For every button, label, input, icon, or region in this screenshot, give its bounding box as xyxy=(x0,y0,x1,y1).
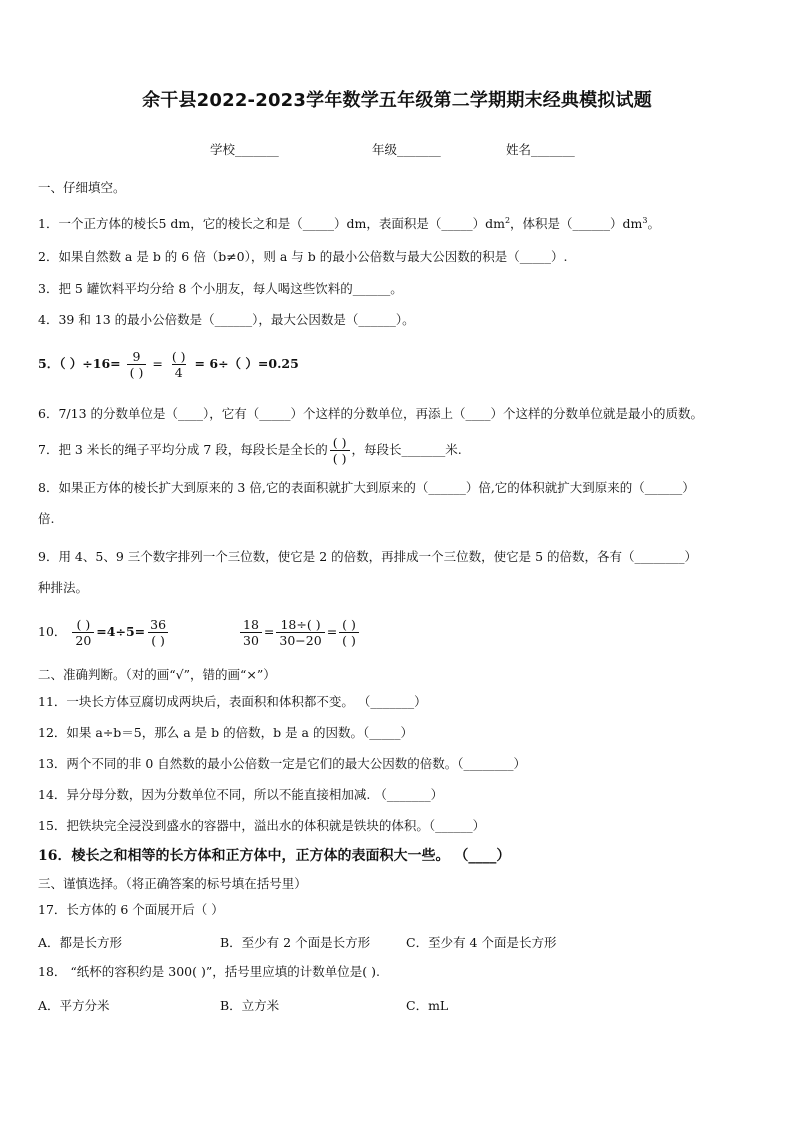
question-7 xyxy=(38,432,462,468)
q18-option-c: C．mL xyxy=(406,998,449,1013)
question-8-line-2: 倍. xyxy=(38,511,55,526)
q10-d-denominator: 30−20 xyxy=(276,632,324,648)
question-6: 6．7/13 的分数单位是（____），它有（_____）个这样的分数单位，再添上（____）个这样的分数单位就是最小的质数。 xyxy=(38,406,703,421)
q5-fraction-2 xyxy=(169,349,189,380)
question-3: 3．把 5 罐饮料平均分给 8 个小朋友，每人喝这些饮料的______。 xyxy=(38,281,403,296)
name-field: 姓名_______ xyxy=(506,142,575,157)
q10-b-numerator: 36 xyxy=(150,617,167,632)
q10-d-numerator: 18÷( ) xyxy=(280,617,321,632)
q7-denominator: ( ) xyxy=(330,450,350,466)
question-14: 14．异分母分数，因为分数单位不同，所以不能直接相加减. （_______） xyxy=(38,787,444,802)
q10-fraction-d xyxy=(276,617,324,648)
section-1-heading: 一、仔细填空。 xyxy=(38,180,126,195)
q5-tail: = 6÷（ ）=0.25 xyxy=(194,356,299,371)
q17-option-c: C．至少有 4 个面是长方形 xyxy=(406,935,557,950)
q5-lead: 5．（ ）÷16= xyxy=(38,356,121,371)
section-2-heading: 二、准确判断。（对的画“√”，错的画“×”） xyxy=(38,667,276,682)
q10-e-numerator: ( ) xyxy=(342,617,356,632)
q10-b-denominator: ( ) xyxy=(148,632,168,648)
q7-fraction xyxy=(330,435,350,466)
q17-option-b: B．至少有 2 个面是长方形 xyxy=(220,935,371,950)
question-10-part-b xyxy=(238,612,361,652)
question-17: 17．长方体的 6 个面展开后（ ） xyxy=(38,902,224,917)
question-18: 18． “纸杯的容积约是 300( )”，括号里应填的计数单位是( ). xyxy=(38,964,380,979)
q5-f1-denominator: ( ) xyxy=(127,364,147,380)
q10-c-numerator: 18 xyxy=(243,617,259,632)
question-9-line-2: 种排法。 xyxy=(38,580,89,595)
q1-end: 。 xyxy=(647,216,661,231)
q10-c-denominator: 30 xyxy=(240,632,262,648)
q7-numerator: ( ) xyxy=(332,435,347,450)
q10-e-denominator: ( ) xyxy=(339,632,359,648)
q10-a-numerator: ( ) xyxy=(76,617,91,632)
question-8-line-1: 8．如果正方体的棱长扩大到原来的 3 倍,它的表面积就扩大到原来的（______）倍,它的体积就扩大到原来的（______） xyxy=(38,480,695,495)
q10-equals-2: = xyxy=(326,624,338,639)
q10-equals-1: = xyxy=(263,624,275,639)
question-9-line-1: 9．用 4、5、9 三个数字排列一个三位数，使它是 2 的倍数，再排成一个三位数，使它是 5 的倍数，各有（________） xyxy=(38,549,698,564)
q18-option-b: B．立方米 xyxy=(220,998,280,1013)
q5-equals: = xyxy=(152,356,163,371)
q18-option-a: A．平方分米 xyxy=(38,998,110,1013)
exam-title: 余干县2022-2023学年数学五年级第二学期期末经典模拟试题 xyxy=(142,90,652,111)
q1-text: 1．一个正方体的棱长5 dm，它的棱长之和是（_____）dm，表面积是（_____）dm xyxy=(38,216,505,231)
q10-a-denominator: 20 xyxy=(72,632,94,648)
question-12: 12．如果 a÷b＝5，那么 a 是 b 的倍数，b 是 a 的因数。（_____） xyxy=(38,725,413,740)
q17-option-a: A．都是长方形 xyxy=(38,935,123,950)
q5-f1-numerator: 9 xyxy=(132,349,141,364)
q7-tail: ，每段长_______米. xyxy=(351,442,462,457)
grade-field: 年级_______ xyxy=(372,142,441,157)
q10-fraction-e xyxy=(339,617,359,648)
question-11: 11．一块长方体豆腐切成两块后，表面积和体积都不变。 （_______） xyxy=(38,694,427,709)
section-3-heading: 三、谨慎选择。（将正确答案的标号填在括号里） xyxy=(38,876,307,891)
question-15: 15．把铁块完全浸没到盛水的容器中，溢出水的体积就是铁块的体积。（______） xyxy=(38,818,486,833)
q10-fraction-c xyxy=(240,617,262,648)
school-field: 学校_______ xyxy=(210,142,279,157)
q1-sup2: 2 xyxy=(504,216,511,225)
question-4: 4．39 和 13 的最小公倍数是（______），最大公因数是（______）。 xyxy=(38,312,415,327)
q10-fraction-b xyxy=(147,617,169,648)
question-1 xyxy=(38,213,660,232)
q10-a-mid: =4÷5= xyxy=(96,624,146,639)
q1-mid: ，体积是（______）dm xyxy=(510,216,643,231)
question-10-part-a xyxy=(38,612,171,652)
q10-lead: 10． xyxy=(38,624,67,639)
q10-fraction-a xyxy=(72,617,94,648)
question-5 xyxy=(38,344,299,384)
q7-lead: 7．把 3 米长的绳子平均分成 7 段，每段长是全长的 xyxy=(38,442,328,457)
question-16: 16．棱长之和相等的长方体和正方体中，正方体的表面积大一些。 （____） xyxy=(38,848,511,864)
q1-sup3: 3 xyxy=(642,216,648,225)
question-13: 13．两个不同的非 0 自然数的最小公倍数一定是它们的最大公因数的倍数。（________） xyxy=(38,756,527,771)
q5-fraction-1 xyxy=(127,349,147,380)
q5-f2-denominator: 4 xyxy=(172,364,186,380)
question-2: 2．如果自然数 a 是 b 的 6 倍（b≠0），则 a 与 b 的最小公倍数与最大公因数的积是（_____）. xyxy=(38,249,568,264)
q5-f2-numerator: ( ) xyxy=(171,349,186,364)
